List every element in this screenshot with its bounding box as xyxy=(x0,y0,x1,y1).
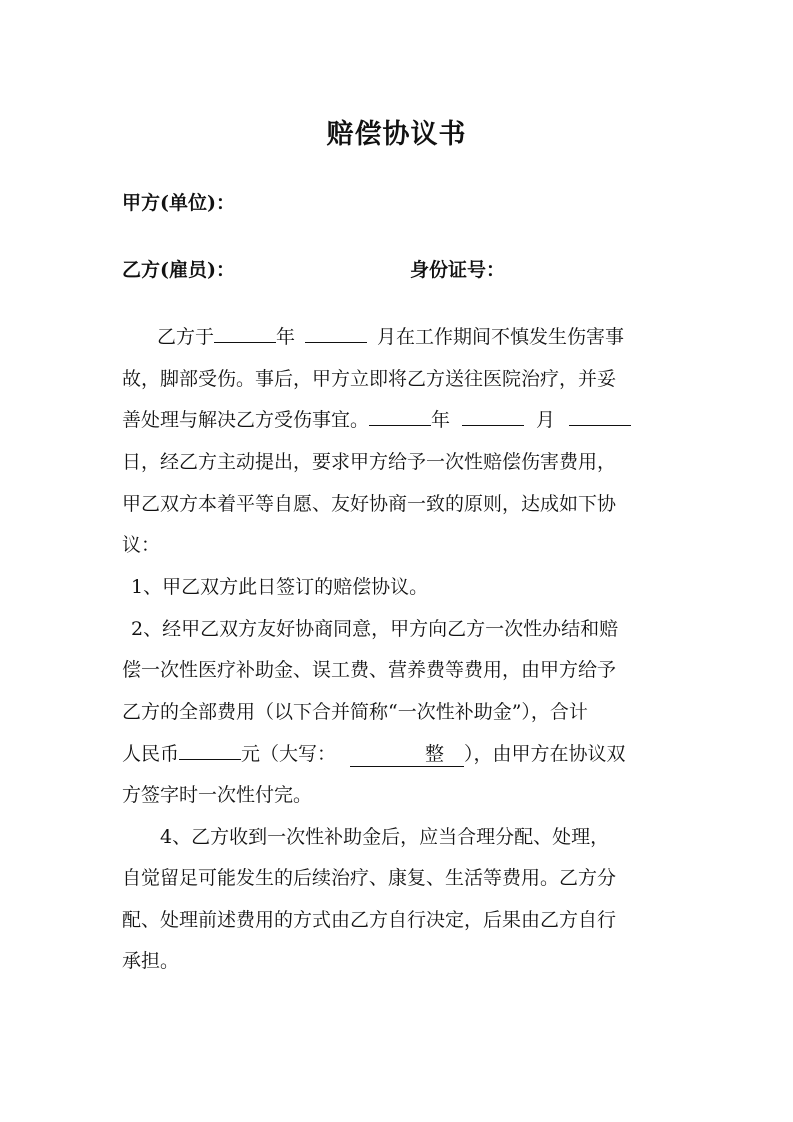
para1-text: 月 xyxy=(536,409,556,431)
item2-line3: 乙方的全部费用（以下合并简称“一次性补助金”），合计 xyxy=(122,701,588,723)
id-number-label: 身份证号： xyxy=(410,259,506,281)
para1-line6: 议： xyxy=(122,534,161,556)
month-blank xyxy=(305,322,367,343)
item1-line: 1、甲乙双方此日签订的赔偿协议。 xyxy=(131,576,429,598)
para1-line3 xyxy=(122,405,631,432)
para1-line5: 甲乙双方本着平等自愿、友好协商一致的原则，达成如下协 xyxy=(122,493,617,515)
para1-text: 乙方于 xyxy=(157,326,215,348)
para1-text: 月在工作期间不慎发生伤害事 xyxy=(377,326,625,348)
para1-line1 xyxy=(157,322,624,349)
para1-text: 年 xyxy=(431,409,451,431)
day-blank xyxy=(569,405,631,426)
document-title: 赔偿协议书 xyxy=(326,119,467,150)
item2-text: ），由甲方在协议双 xyxy=(464,743,626,765)
para1-line2: 故，脚部受伤。事后，甲方立即将乙方送往医院治疗，并妥 xyxy=(122,368,617,390)
year-blank xyxy=(369,405,431,426)
item2-line1: 2、经甲乙双方友好协商同意，甲方向乙方一次性办结和赔 xyxy=(131,618,619,640)
item2-text: 元（大写： xyxy=(241,743,337,765)
party-b-label: 乙方(雇员)： xyxy=(122,259,235,281)
amount-in-words-blank xyxy=(350,739,464,767)
para1-text: 年 xyxy=(276,326,296,348)
item2-line4 xyxy=(122,739,626,767)
item2-line5: 方签字时一次性付完。 xyxy=(122,784,313,806)
party-a-label: 甲方(单位)： xyxy=(122,192,235,214)
item2-line2: 偿一次性医疗补助金、误工费、营养费等费用，由甲方给予 xyxy=(122,659,617,681)
amount-suffix: 整 xyxy=(425,743,445,765)
item4-line2: 自觉留足可能发生的后续治疗、康复、生活等费用。乙方分 xyxy=(122,867,617,889)
item4-line4: 承担。 xyxy=(122,950,180,972)
amount-blank xyxy=(179,739,241,760)
item4-line1: 4、乙方收到一次性补助金后，应当合理分配、处理， xyxy=(160,826,610,848)
para1-text: 善处理与解决乙方受伤事宜。 xyxy=(122,409,370,431)
year-blank xyxy=(214,322,276,343)
month-blank xyxy=(462,405,524,426)
item2-text: 人民币 xyxy=(122,743,180,765)
item4-line3: 配、处理前述费用的方式由乙方自行决定，后果由乙方自行 xyxy=(122,909,617,931)
para1-line4: 日，经乙方主动提出，要求甲方给予一次性赔偿伤害费用， xyxy=(122,451,617,473)
